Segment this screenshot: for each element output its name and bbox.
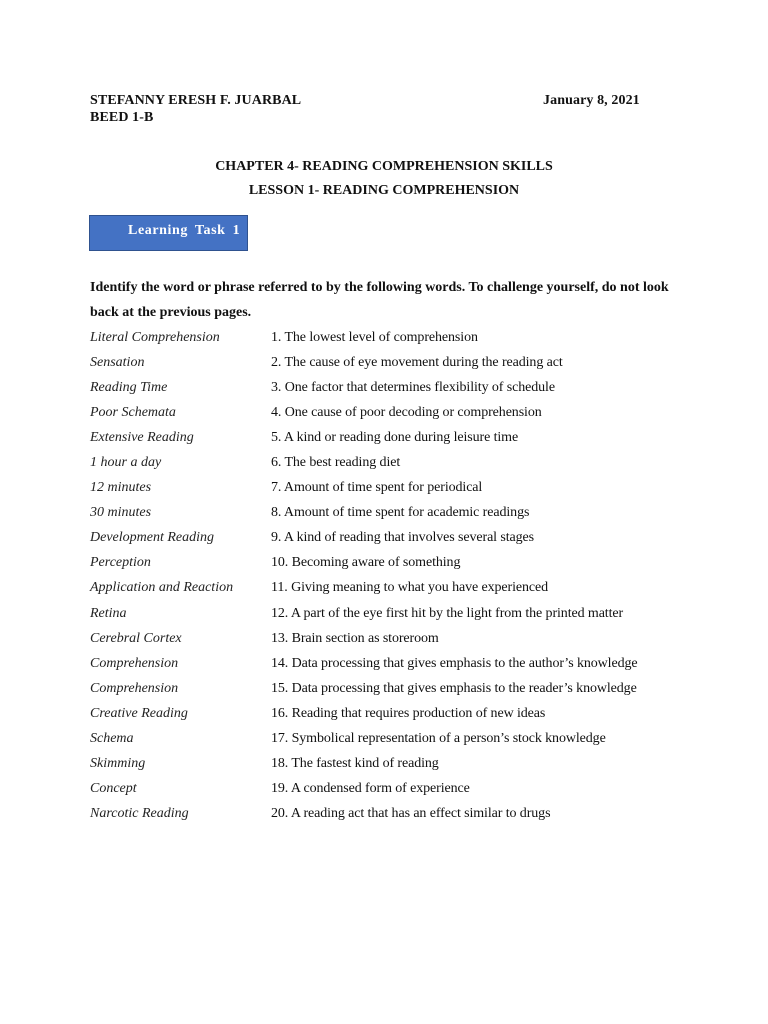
item-term: Comprehension — [90, 655, 179, 671]
item-term: 12 minutes — [90, 480, 152, 496]
item-term: Comprehension — [90, 680, 179, 696]
items-list — [90, 325, 710, 827]
item-term: Creative Reading — [90, 705, 188, 721]
document-date: January 8, 2021 — [543, 93, 640, 108]
list-item — [90, 752, 710, 777]
item-definition: 4. One cause of poor decoding or comprehension — [271, 404, 542, 420]
list-item — [90, 501, 710, 526]
item-definition: 3. One factor that determines flexibility of schedule — [271, 379, 555, 395]
list-item — [90, 375, 710, 400]
item-definition: 9. A kind of reading that involves several stages — [271, 530, 534, 546]
student-name: STEFANNY ERESH F. JUARBAL — [90, 93, 302, 108]
list-item — [90, 651, 710, 676]
item-definition: 8. Amount of time spent for academic readings — [271, 505, 530, 521]
item-definition: 13. Brain section as storeroom — [271, 630, 439, 646]
list-item — [90, 601, 710, 626]
item-definition: 11. Giving meaning to what you have experienced — [271, 580, 549, 596]
item-definition: 15. Data processing that gives emphasis to the reader’s knowledge — [271, 680, 637, 696]
item-definition: 7. Amount of time spent for periodical — [271, 480, 483, 496]
list-item — [90, 701, 710, 726]
item-term: Application and Reaction — [90, 580, 234, 596]
item-term: Retina — [90, 605, 127, 621]
item-term: Cerebral Cortex — [90, 630, 182, 646]
item-term: Perception — [90, 555, 151, 571]
list-item — [90, 350, 710, 375]
item-definition: 12. A part of the eye first hit by the light from the printed matter — [271, 605, 624, 621]
item-term: Concept — [90, 781, 137, 797]
list-item — [90, 526, 710, 551]
item-definition: 17. Symbolical representation of a person’s stock knowledge — [271, 731, 606, 747]
item-term: Development Reading — [90, 530, 215, 546]
item-term: Extensive Reading — [90, 429, 194, 445]
item-definition: 19. A condensed form of experience — [271, 781, 470, 797]
item-definition: 14. Data processing that gives emphasis to the author’s knowledge — [271, 655, 638, 671]
instructions-text: Identify the word or phrase referred to by the following words. To challenge yourself, do not look back at the previous pages. — [90, 280, 669, 320]
item-definition: 16. Reading that requires production of new ideas — [271, 705, 546, 721]
list-item — [90, 802, 710, 827]
item-term: Skimming — [90, 756, 146, 772]
list-item — [90, 727, 710, 752]
item-term: 30 minutes — [90, 505, 152, 521]
learning-task-box — [89, 215, 248, 251]
chapter-title: CHAPTER 4- READING COMPREHENSION SKILLS — [215, 159, 553, 174]
item-definition: 6. The best reading diet — [271, 455, 401, 471]
list-item — [90, 450, 710, 475]
list-item — [90, 676, 710, 701]
list-item — [90, 325, 710, 350]
item-definition: 2. The cause of eye movement during the reading act — [271, 354, 563, 370]
item-definition: 20. A reading act that has an effect similar to drugs — [271, 806, 551, 822]
item-term: 1 hour a day — [90, 455, 162, 471]
item-definition: 5. A kind or reading done during leisure time — [271, 429, 519, 445]
list-item — [90, 476, 710, 501]
item-term: Schema — [90, 731, 134, 747]
item-term: Literal Comprehension — [90, 329, 220, 345]
item-term: Sensation — [90, 354, 145, 370]
list-item — [90, 777, 710, 802]
item-definition: 1. The lowest level of comprehension — [271, 329, 478, 345]
list-item — [90, 626, 710, 651]
lesson-title: LESSON 1- READING COMPREHENSION — [248, 183, 520, 198]
item-definition: 18. The fastest kind of reading — [271, 756, 439, 772]
item-term: Reading Time — [90, 379, 168, 395]
item-term: Poor Schemata — [90, 404, 176, 420]
list-item — [90, 576, 710, 601]
list-item — [90, 400, 710, 425]
item-term: Narcotic Reading — [90, 806, 189, 822]
item-definition: 10. Becoming aware of something — [271, 555, 461, 571]
student-section: BEED 1-B — [90, 110, 154, 125]
learning-task-label: Learning Task 1 — [128, 223, 241, 238]
list-item — [90, 425, 710, 450]
list-item — [90, 551, 710, 576]
